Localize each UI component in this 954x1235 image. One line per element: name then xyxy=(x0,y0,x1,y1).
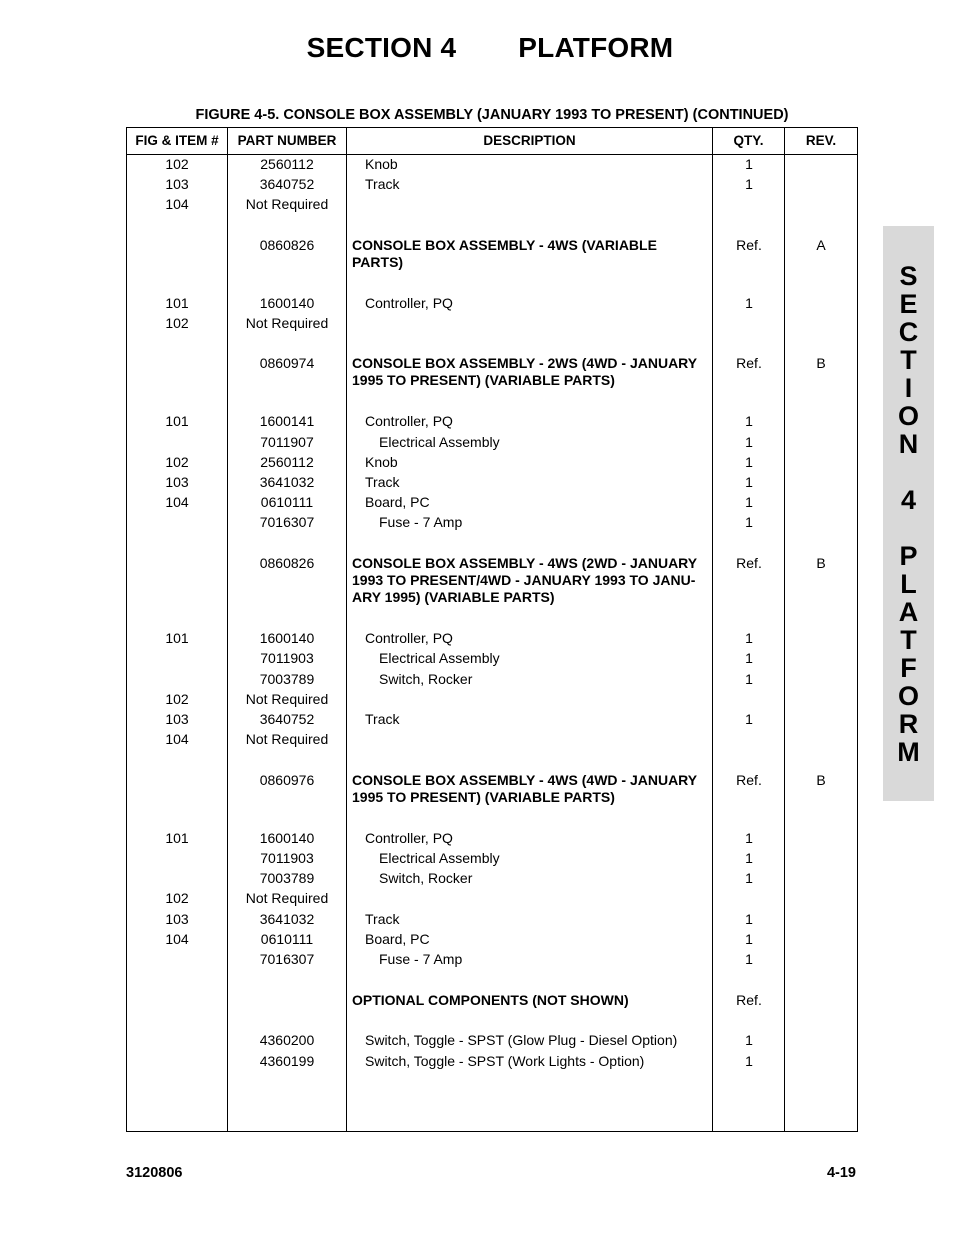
cell-fig-item: 101 xyxy=(165,294,189,311)
cell-part-number: 3641032 xyxy=(259,910,315,927)
cell-qty: Ref. xyxy=(736,555,762,571)
cell-qty: 1 xyxy=(745,650,753,667)
cell-part-number: 2560112 xyxy=(260,155,314,172)
cell-part-number: 1600141 xyxy=(259,413,315,430)
cell-description: Controller, PQ xyxy=(365,829,453,846)
cell-part-number: 7011903 xyxy=(260,849,314,866)
col-header-qty: QTY. xyxy=(733,133,764,148)
cell-description: Controller, PQ xyxy=(365,413,453,430)
cell-part-number: 4360199 xyxy=(259,1052,315,1069)
cell-qty: Ref. xyxy=(736,991,762,1008)
cell-description: Switch, Rocker xyxy=(379,670,473,687)
cell-fig-item: 102 xyxy=(165,890,189,907)
cell-fig-item: 102 xyxy=(165,690,189,707)
cell-description: Knob xyxy=(365,155,398,172)
cell-part-number: 0610111 xyxy=(260,494,314,511)
column-divider xyxy=(346,128,347,1131)
cell-part-number: 4360200 xyxy=(259,1032,315,1049)
cell-description: Knob xyxy=(365,453,398,470)
cell-rev: A xyxy=(816,236,826,253)
cell-part-number: 3640752 xyxy=(259,710,315,727)
cell-qty: 1 xyxy=(745,473,753,490)
page-number: 4-19 xyxy=(826,1165,856,1181)
cell-description: Controller, PQ xyxy=(365,630,453,647)
cell-fig-item: 104 xyxy=(165,930,189,947)
cell-description: Switch, Rocker xyxy=(379,870,473,887)
cell-fig-item: 103 xyxy=(165,473,189,490)
cell-qty: 1 xyxy=(745,829,753,846)
cell-rev: B xyxy=(816,355,826,372)
cell-qty: 1 xyxy=(745,1052,753,1069)
cell-description: Fuse - 7 Amp xyxy=(379,950,463,967)
cell-qty: 1 xyxy=(745,930,753,947)
cell-rev: B xyxy=(816,771,826,788)
cell-fig-item: 102 xyxy=(165,314,189,331)
cell-description: Switch, Toggle - SPST (Work Lights - Option) xyxy=(365,1052,645,1069)
cell-description: Track xyxy=(365,175,400,192)
cell-qty: 1 xyxy=(745,175,753,192)
cell-description: OPTIONAL COMPONENTS (NOT SHOWN) xyxy=(352,991,629,1008)
cell-part-number: 1600140 xyxy=(259,630,315,647)
cell-description: Controller, PQ xyxy=(365,294,453,311)
cell-qty: 1 xyxy=(745,1032,753,1049)
cell-part-number: Not Required xyxy=(245,195,329,212)
col-header-fig-item: FIG & ITEM # xyxy=(135,133,219,148)
cell-qty: 1 xyxy=(745,870,753,887)
cell-description: CONSOLE BOX ASSEMBLY - 4WS (2WD - JANUARY 1993 TO PRESENT/4WD - JANUARY 1993 TO JANU- ARY 1995) (VARIABLE PARTS) xyxy=(352,555,698,605)
cell-fig-item: 103 xyxy=(165,710,189,727)
cell-qty: 1 xyxy=(745,910,753,927)
cell-description: Board, PC xyxy=(365,494,430,511)
col-header-rev: REV. xyxy=(805,133,837,148)
col-header-part-number: PART NUMBER xyxy=(237,133,337,148)
section-name: PLATFORM xyxy=(518,32,674,63)
cell-qty: 1 xyxy=(745,453,753,470)
cell-description: Electrical Assembly xyxy=(379,849,500,866)
cell-part-number: Not Required xyxy=(245,690,329,707)
cell-part-number: 3640752 xyxy=(259,175,315,192)
cell-qty: 1 xyxy=(745,433,753,450)
cell-qty: 1 xyxy=(745,413,753,430)
cell-part-number: 0860976 xyxy=(259,771,315,788)
cell-fig-item: 102 xyxy=(165,453,189,470)
cell-part-number: 3641032 xyxy=(259,473,315,490)
cell-fig-item: 104 xyxy=(165,494,189,511)
cell-part-number: 7016307 xyxy=(259,514,315,531)
cell-qty: 1 xyxy=(745,155,753,172)
cell-part-number: 7011907 xyxy=(260,433,314,450)
cell-qty: 1 xyxy=(745,710,753,727)
cell-part-number: 7003789 xyxy=(259,870,315,887)
cell-qty: 1 xyxy=(745,950,753,967)
cell-fig-item: 101 xyxy=(165,413,189,430)
cell-fig-item: 104 xyxy=(165,731,189,748)
cell-description: CONSOLE BOX ASSEMBLY - 4WS (4WD - JANUARY 1995 TO PRESENT) (VARIABLE PARTS) xyxy=(352,771,698,805)
cell-part-number: 1600140 xyxy=(259,829,315,846)
cell-part-number: 2560112 xyxy=(260,453,314,470)
section-number: SECTION 4 xyxy=(306,32,457,63)
cell-part-number: 0860826 xyxy=(259,236,315,253)
cell-description: Track xyxy=(365,473,400,490)
cell-fig-item: 101 xyxy=(165,829,189,846)
parts-table xyxy=(126,127,858,1132)
cell-part-number: 1600140 xyxy=(259,294,315,311)
cell-qty: Ref. xyxy=(736,355,762,372)
cell-part-number: Not Required xyxy=(245,314,329,331)
column-divider xyxy=(784,128,785,1131)
figure-title: FIGURE 4-5. CONSOLE BOX ASSEMBLY (JANUARY 1993 TO PRESENT) (CONTINUED) xyxy=(195,107,789,123)
cell-part-number: Not Required xyxy=(245,731,329,748)
side-tab-label: S E C T I O N 4 P L A T F O R M xyxy=(897,261,920,767)
cell-part-number: 7003789 xyxy=(259,670,315,687)
cell-description: CONSOLE BOX ASSEMBLY - 4WS (VARIABLE PARTS) xyxy=(352,236,657,270)
cell-fig-item: 104 xyxy=(165,195,189,212)
cell-description: CONSOLE BOX ASSEMBLY - 2WS (4WD - JANUARY 1995 TO PRESENT) (VARIABLE PARTS) xyxy=(352,355,698,389)
cell-description: Switch, Toggle - SPST (Glow Plug - Diesel Option) xyxy=(365,1032,678,1049)
cell-fig-item: 103 xyxy=(165,175,189,192)
cell-fig-item: 101 xyxy=(165,630,189,647)
cell-description: Track xyxy=(365,910,400,927)
cell-part-number: 0860826 xyxy=(259,555,315,571)
cell-description: Electrical Assembly xyxy=(379,650,500,667)
cell-qty: 1 xyxy=(745,294,753,311)
cell-description: Track xyxy=(365,710,400,727)
cell-fig-item: 103 xyxy=(165,910,189,927)
cell-qty: 1 xyxy=(745,849,753,866)
cell-qty: 1 xyxy=(745,514,753,531)
section-side-tab xyxy=(883,226,934,801)
table-header-row xyxy=(127,128,857,155)
cell-description: Electrical Assembly xyxy=(379,433,500,450)
cell-qty: 1 xyxy=(745,494,753,511)
cell-part-number: Not Required xyxy=(245,890,329,907)
cell-fig-item: 102 xyxy=(165,155,189,172)
cell-part-number: 0610111 xyxy=(260,930,314,947)
cell-part-number: 7016307 xyxy=(259,950,315,967)
cell-description: Fuse - 7 Amp xyxy=(379,514,463,531)
cell-description: Board, PC xyxy=(365,930,430,947)
cell-qty: 1 xyxy=(745,630,753,647)
section-title xyxy=(0,32,954,64)
cell-part-number: 7011903 xyxy=(260,650,314,667)
cell-qty: 1 xyxy=(745,670,753,687)
document-number: 3120806 xyxy=(126,1165,183,1181)
cell-qty: Ref. xyxy=(736,771,762,788)
cell-rev: B xyxy=(816,555,826,571)
cell-qty: Ref. xyxy=(736,236,762,253)
col-header-description: DESCRIPTION xyxy=(483,133,576,148)
cell-part-number: 0860974 xyxy=(259,355,315,372)
